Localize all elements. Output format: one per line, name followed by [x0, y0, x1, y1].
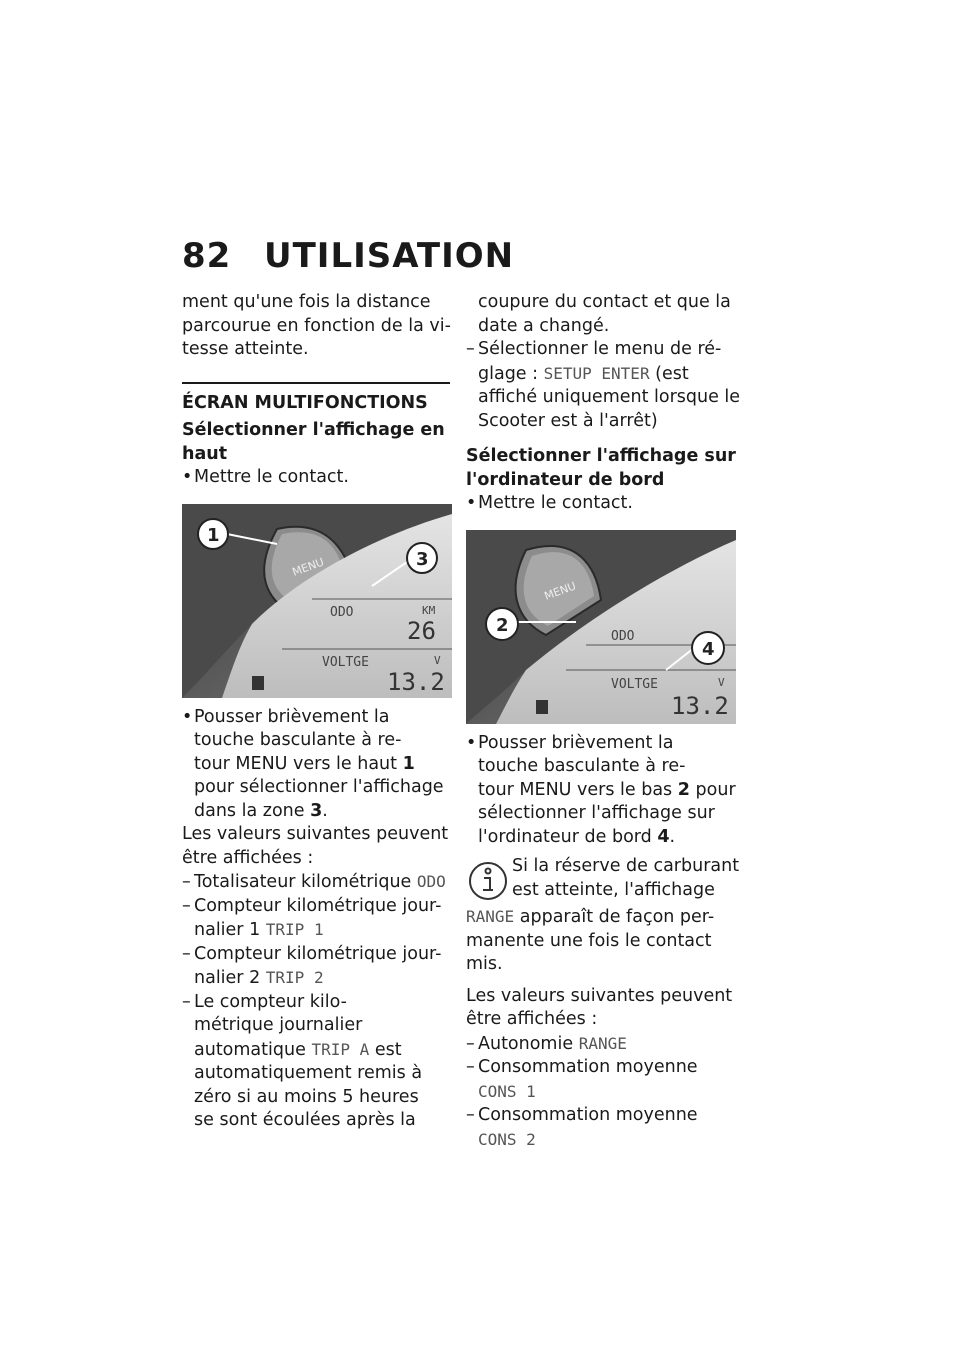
v-label: V [718, 675, 725, 689]
svg-text:2: 2 [496, 614, 509, 636]
voltge-label: VOLTGE [322, 654, 369, 670]
intro-line: tesse atteinte. [182, 339, 309, 359]
dash-cont: date a changé. [478, 315, 610, 336]
bullet-cont: pour sélectionner l'affichage [194, 777, 444, 797]
figure-menu-up [182, 504, 452, 698]
right-column [466, 291, 741, 1152]
subheading: Sélectionner l'affichage en haut [182, 420, 445, 464]
bullet-item: •Mettre le contact. [182, 467, 349, 487]
dash-item: – Compteur kilométrique jour- [182, 943, 442, 964]
info-icon [466, 857, 510, 905]
dash-cont: Scooter est à l'arrêt) [478, 410, 658, 431]
chapter-title: UTILISATION [264, 236, 515, 276]
values-intro: être affichées : [466, 1009, 598, 1029]
dash-cont: nalier 1 TRIP 1 [194, 920, 324, 940]
dash-cont: CONS 1 [478, 1081, 536, 1101]
figure-menu-down [466, 530, 736, 724]
bullet-cont: touche basculante à re- [478, 756, 686, 776]
bullet-cont: dans la zone 3. [194, 800, 328, 821]
dash-cont: métrique journalier [194, 1015, 363, 1035]
svg-text:1: 1 [207, 524, 220, 546]
info-line: RANGE apparaît de façon per- [466, 907, 715, 927]
bullet-cont: l'ordinateur de bord 4. [478, 826, 676, 847]
values-intro: Les valeurs suivantes peuvent [466, 985, 733, 1006]
page-number: 82 [182, 236, 232, 276]
dash-item: – Autonomie RANGE [466, 1033, 627, 1054]
svg-text:4: 4 [702, 638, 715, 660]
dash-item: – Compteur kilométrique jour- [182, 895, 442, 916]
bullet-item: •Pousser brièvement la [466, 732, 674, 753]
intro-line: ment qu'une fois la distance [182, 292, 431, 312]
dash-cont: automatiquement remis à [194, 1063, 423, 1083]
dash-item: – Totalisateur kilométrique ODO [182, 872, 446, 892]
voltge-label: VOLTGE [611, 676, 658, 692]
dash-cont: se sont écoulées après la [194, 1110, 416, 1130]
info-line: Si la réserve de carburant [512, 856, 740, 876]
volt-value: 13.2 [387, 667, 445, 696]
odo-value: 26 [407, 616, 436, 645]
dash-item: – Consommation moyenne [466, 1057, 698, 1077]
dash-cont: coupure du contact et que la [478, 292, 731, 312]
dash-item: – Sélectionner le menu de ré- [466, 339, 722, 359]
values-intro: être affichées : [182, 847, 314, 868]
left-column [182, 291, 452, 1133]
volt-value: 13.2 [671, 691, 729, 720]
info-line: manente une fois le contact [466, 930, 712, 951]
menu-label: MENU [542, 578, 578, 603]
fuel-icon [252, 676, 264, 690]
bullet-cont: tour MENU vers le haut 1 [194, 753, 415, 774]
dash-cont: automatique TRIP A est [194, 1039, 402, 1060]
bullet-item: •Pousser brièvement la [182, 706, 390, 727]
v-label: V [434, 653, 441, 667]
info-note [466, 855, 741, 977]
dash-item: – Le compteur kilo- [182, 991, 347, 1012]
menu-label: MENU [290, 554, 326, 579]
km-label: KM [422, 603, 436, 617]
bullet-item: •Mettre le contact. [466, 493, 633, 513]
odo-label: ODO [611, 628, 635, 644]
values-intro: Les valeurs suivantes peuvent [182, 824, 449, 844]
fuel-icon [536, 700, 548, 714]
bullet-cont: sélectionner l'affichage sur [478, 803, 715, 823]
dash-cont: glage : SETUP ENTER (est [478, 363, 689, 384]
info-line: mis. [466, 954, 503, 974]
bullet-cont: tour MENU vers le bas 2 pour [478, 779, 736, 800]
section-title: ÉCRAN MULTIFONCTIONS [182, 392, 428, 413]
page-header [182, 236, 514, 276]
bullet-cont: touche basculante à re- [194, 730, 402, 750]
dash-cont: CONS 2 [478, 1129, 536, 1149]
svg-text:3: 3 [416, 548, 429, 570]
intro-line: parcourue en fonction de la vi- [182, 315, 451, 336]
dash-cont: affiché uniquement lorsque le [478, 387, 741, 407]
dash-cont: zéro si au moins 5 heures [194, 1086, 419, 1107]
dash-item: – Consommation moyenne [466, 1105, 698, 1125]
section-divider [182, 382, 450, 384]
subheading: Sélectionner l'affichage sur l'ordinateur de bord [466, 446, 736, 490]
dash-cont: nalier 2 TRIP 2 [194, 968, 324, 988]
info-line: est atteinte, l'affichage [512, 879, 715, 900]
odo-label: ODO [330, 604, 354, 620]
